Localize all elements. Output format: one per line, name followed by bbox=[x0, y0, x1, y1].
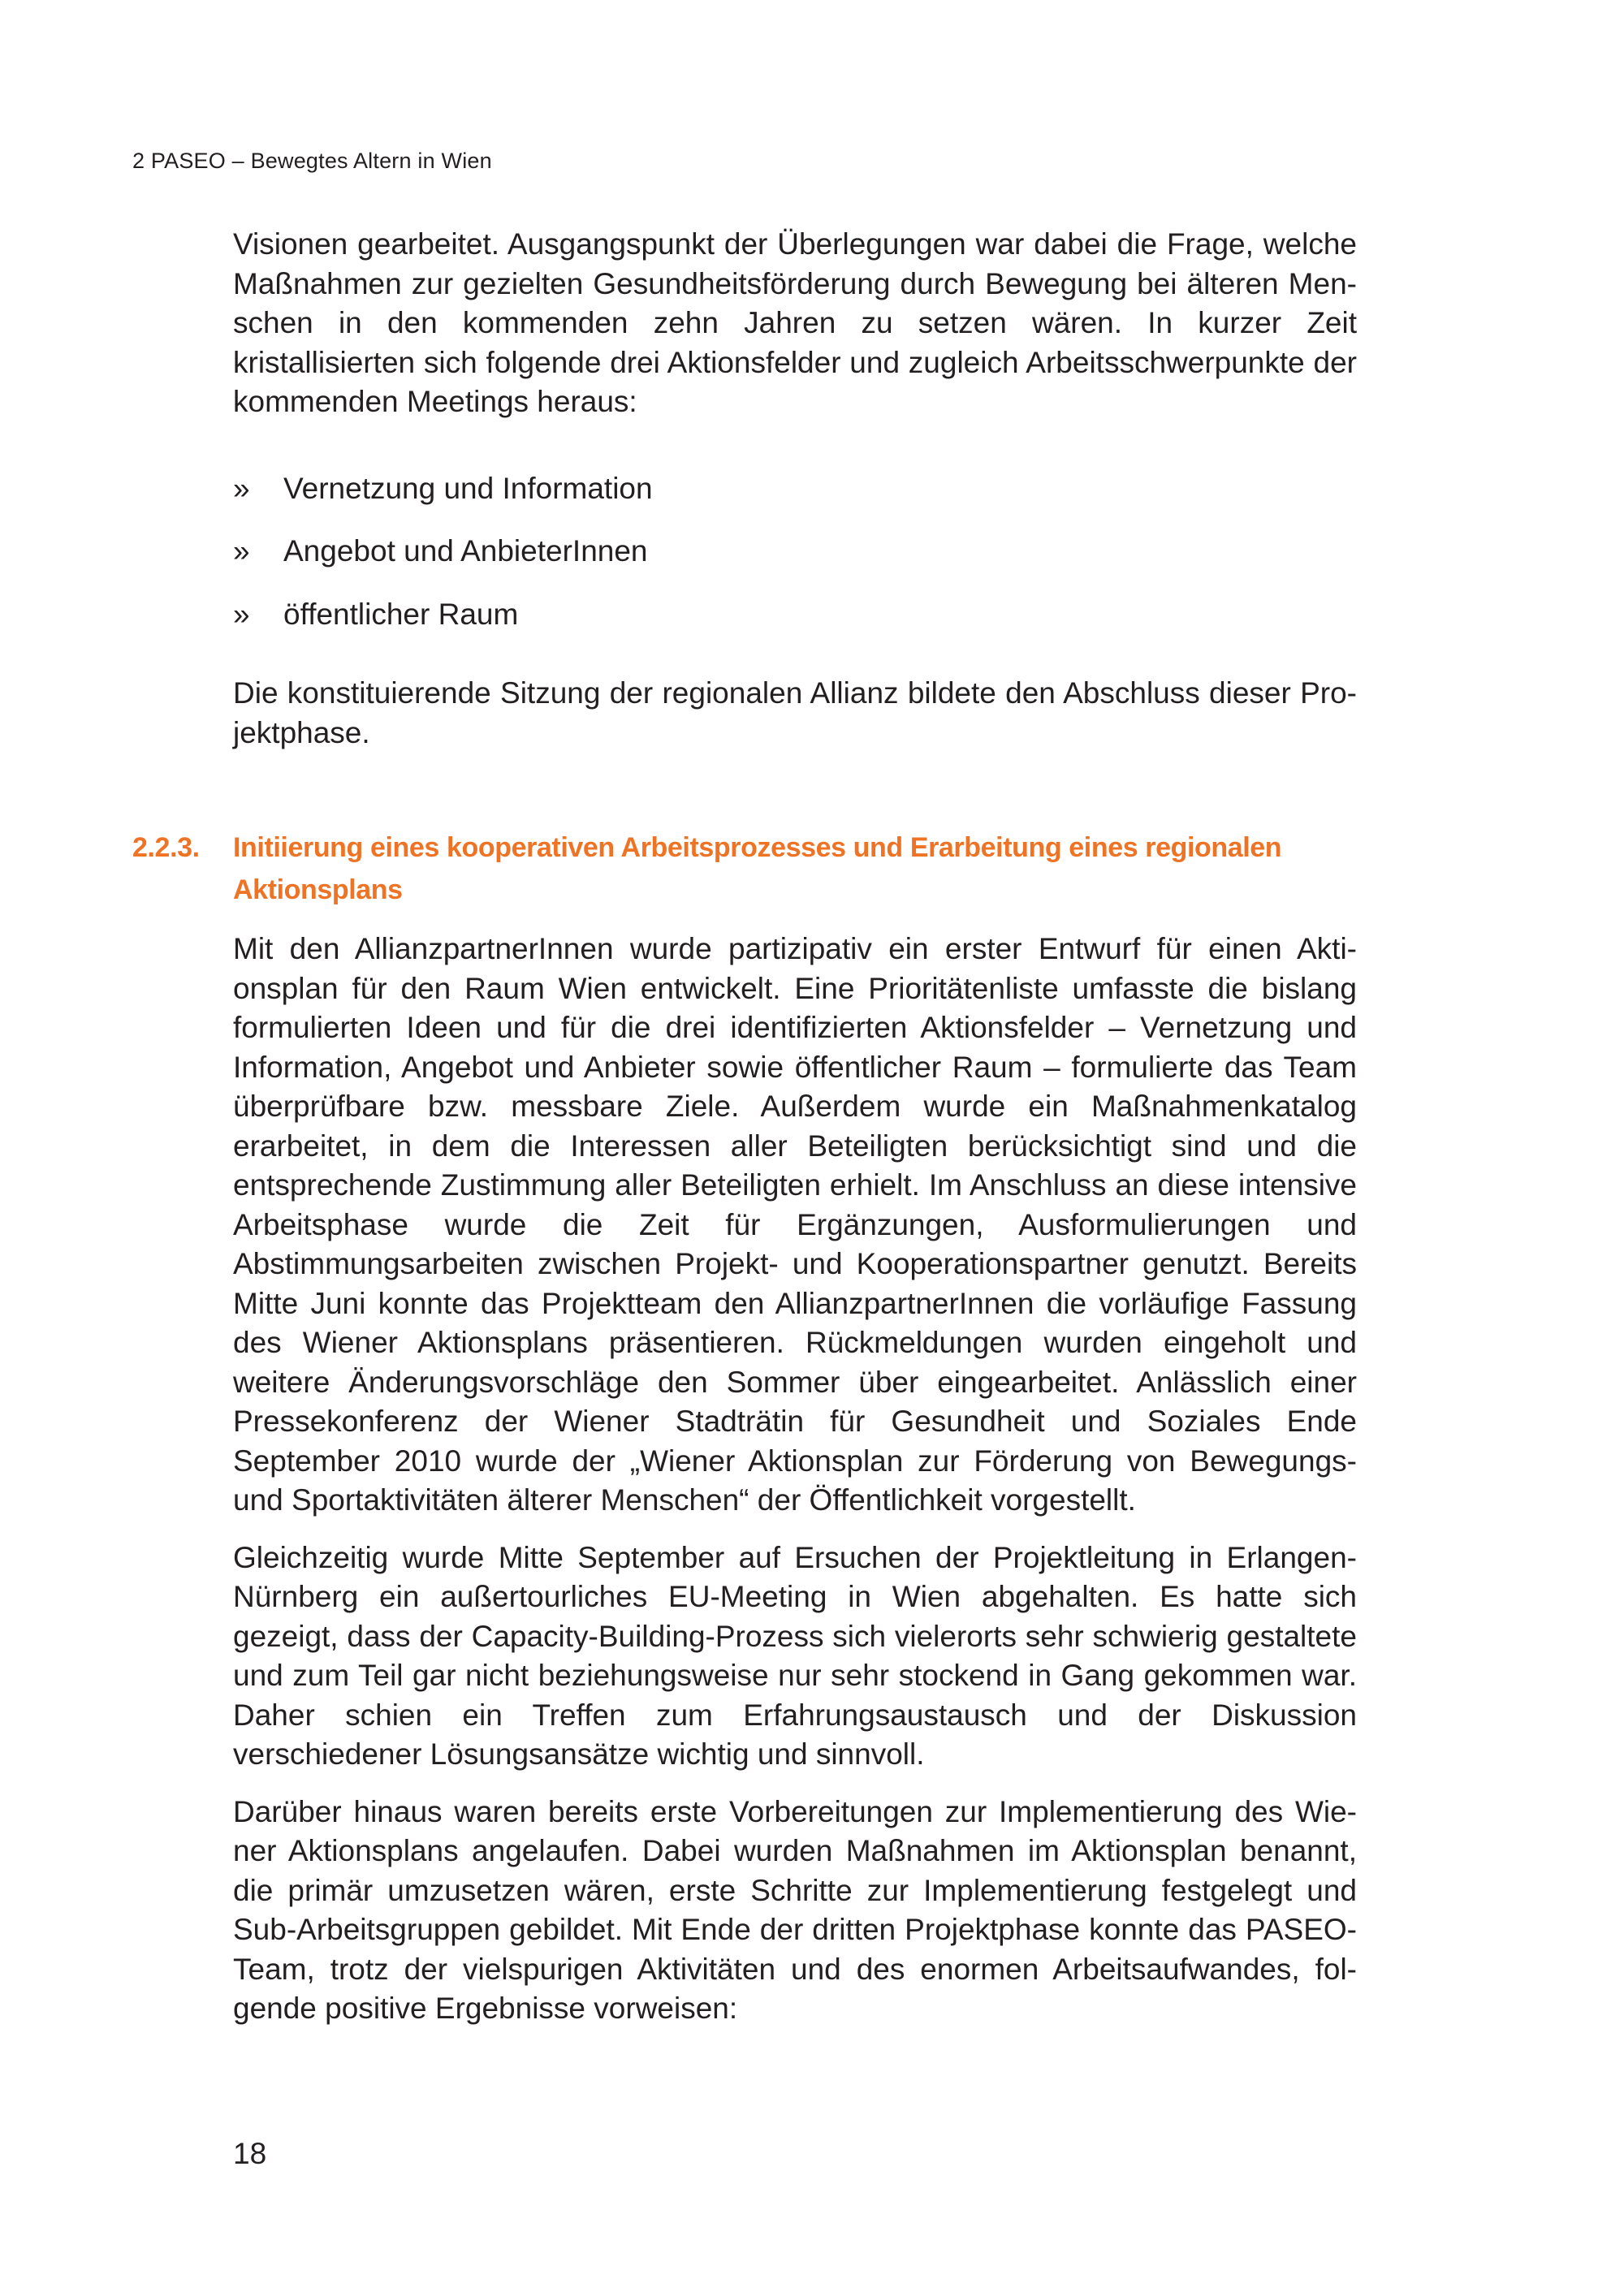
list-item bbox=[233, 532, 1357, 572]
page-number: 18 bbox=[233, 2137, 267, 2170]
bullet-marker-icon: » bbox=[233, 534, 250, 568]
intro-paragraph: Visionen gearbeitet. Ausgangspunkt der Überlegungen war dabei die Frage, welche Maßnahmen zur gezielten Gesundheitsförderung durch Bewegung bei älteren Menschen in den kommenden zehn Jahren zu setzen wären. In kurzer Zeit kristallisierten sich folgende drei Aktionsfelder und zugleich Arbeitsschwerpunkte der kommenden Meetings heraus: bbox=[233, 227, 1357, 418]
page-content-upper bbox=[233, 225, 1357, 753]
list-item bbox=[233, 469, 1357, 509]
section-number: 2.2.3. bbox=[132, 832, 200, 863]
list-item-text: Vernetzung und Information bbox=[283, 471, 653, 505]
closing-paragraph: Die konstituierende Sitzung der regionalen Allianz bildete den Abschluss dieser Projektphase. bbox=[233, 676, 1357, 749]
section-body bbox=[233, 930, 1357, 2029]
section-heading bbox=[132, 826, 1383, 911]
section-paragraph-2: Gleichzeitig wurde Mitte September auf Ersuchen der Projektleitung in Erlangen-Nürnberg ein außertourliches EU-Meeting in Wien abgehalten. Es hatte sich gezeigt, dass der Capacity-Building-Prozess sich vielerorts sehr schwierig gestaltete und zum Teil gar nicht beziehungsweise nur sehr stockend in Gang gekommen war. Daher schien ein Treffen zum Erfahrungsaustausch und der Diskussion verschiedener Lösungsansätze wichtig und sinnvoll. bbox=[233, 1540, 1357, 1771]
list-item-text: Angebot und AnbieterInnen bbox=[283, 534, 648, 568]
bullet-marker-icon: » bbox=[233, 597, 250, 631]
running-header: 2 PASEO – Bewegtes Altern in Wien bbox=[132, 149, 492, 173]
section-title: Initiierung eines kooperativen Arbeitsprozesses und Erarbeitung eines regionalen Aktionsplans bbox=[233, 832, 1282, 905]
bullet-marker-icon: » bbox=[233, 471, 250, 505]
list-item-text: öffentlicher Raum bbox=[283, 597, 519, 631]
list-item bbox=[233, 595, 1357, 635]
section-paragraph-1: Mit den AllianzpartnerInnen wurde partizipativ ein erster Entwurf für einen Aktionsplan für den Raum Wien entwickelt. Eine Prioritätenliste umfasste die bislang formulierten Ideen und für die drei identifizierten Aktionsfelder – Vernetzung und Information, Angebot und Anbieter sowie öffentlicher Raum – formulierte das Team überprüfbare bzw. messbare Ziele. Außerdem wurde ein Maßnahmenkatalog erarbeitet, in dem die Interessen aller Beteiligten berücksichtigt sind und die entsprechende Zustimmung aller Beteiligten erhielt. Im Anschluss an diese intensive Arbeitsphase wurde die Zeit für Ergänzungen, Ausformulierungen und Abstimmungsarbeiten zwischen Projekt- und Kooperationspartner genutzt. Bereits Mitte Juni konnte das Projektteam den AllianzpartnerInnen die vorläufige Fassung des Wiener Aktionsplans präsentieren. Rückmeldungen wurden eingeholt und weitere Änderungsvorschläge den Sommer über eingearbeitet. Anlässlich einer Pressekonferenz der Wiener Stadträtin für Gesundheit und Soziales Ende September 2010 wurde der „Wiener Aktionsplan zur Förderung von Bewegungs- und Sportaktivitäten älterer Menschen“ der Öffentlichkeit vorgestellt. bbox=[233, 932, 1357, 1517]
action-fields-list bbox=[233, 469, 1357, 635]
section-paragraph-3: Darüber hinaus waren bereits erste Vorbereitungen zur Implementierung des Wiener Aktionsplans angelaufen. Dabei wurden Maßnahmen im Aktionsplan benannt, die primär umzusetzen wären, erste Schritte zur Implementierung festgelegt und Sub-Arbeitsgruppen gebildet. Mit Ende der dritten Projektphase konnte das PASEO-Team, trotz der vielspurigen Aktivitäten und des enormen Arbeitsaufwandes, folgende positive Ergebnisse vorweisen: bbox=[233, 1794, 1357, 2025]
